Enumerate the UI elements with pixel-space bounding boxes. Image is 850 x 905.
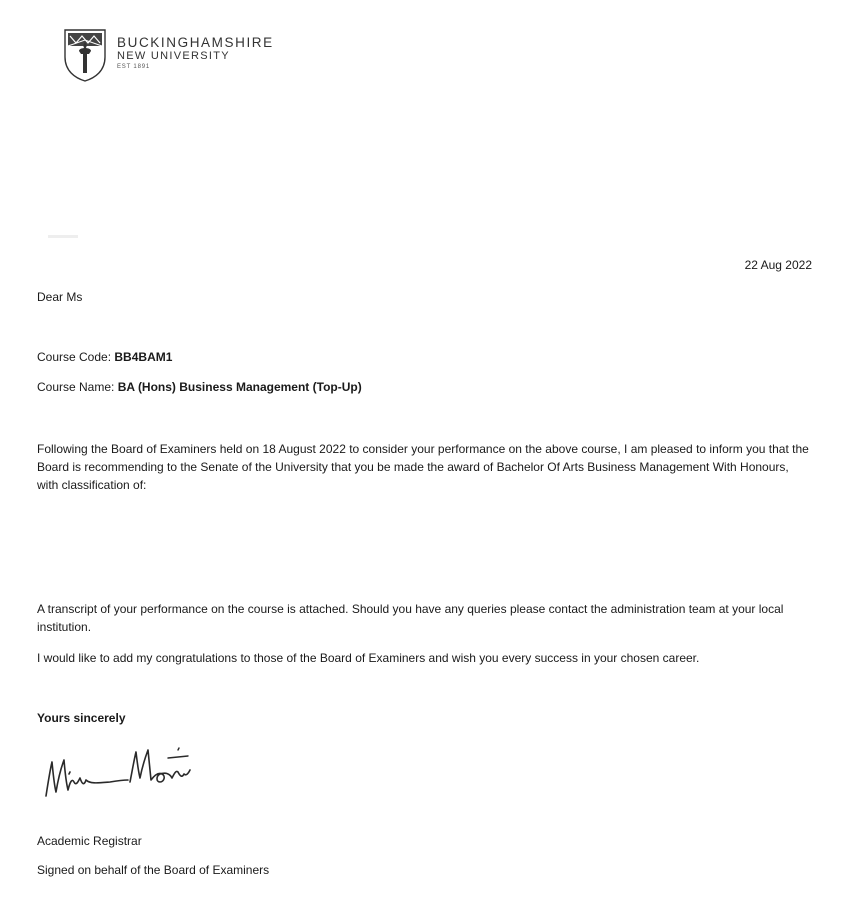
course-code-value: BB4BAM1 — [114, 350, 173, 364]
transcript-paragraph: A transcript of your performance on the course is attached. Should you have any queries please contact the administration team at your local institution. — [37, 602, 784, 634]
university-logo — [62, 27, 282, 87]
university-name-line2: NEW UNIVERSITY — [117, 50, 230, 62]
signatory-title: Academic Registrar — [37, 834, 142, 848]
congratulations-paragraph: I would like to add my congratulations to those of the Board of Examiners and wish you every success in your chosen career. — [37, 651, 700, 665]
university-name-line1: BUCKINGHAMSHIRE — [117, 35, 274, 50]
signed-on-behalf: Signed on behalf of the Board of Examiners — [37, 863, 270, 877]
course-code-label: Course Code: — [37, 350, 112, 364]
established-year: EST 1891 — [117, 64, 150, 70]
course-name-line — [37, 378, 362, 396]
course-name-label: Course Name: — [37, 380, 115, 394]
signature-image — [38, 738, 208, 803]
salutation: Dear Ms — [37, 290, 83, 304]
award-paragraph: Following the Board of Examiners held on 18 August 2022 to consider your performance on the above course, I am pleased to inform you that the Board is recommending to the Senate of the University that you be made the award of Bachelor Of Arts Business Management With Honours, with classification of: — [37, 442, 809, 492]
course-code-line — [37, 348, 172, 366]
letter-date: 22 Aug 2022 — [744, 258, 812, 272]
university-crest-icon — [62, 27, 108, 83]
course-name-value: BA (Hons) Business Management (Top-Up) — [117, 380, 362, 394]
university-name — [117, 35, 274, 72]
redacted-address-mark — [48, 235, 78, 238]
closing: Yours sincerely — [37, 711, 126, 725]
